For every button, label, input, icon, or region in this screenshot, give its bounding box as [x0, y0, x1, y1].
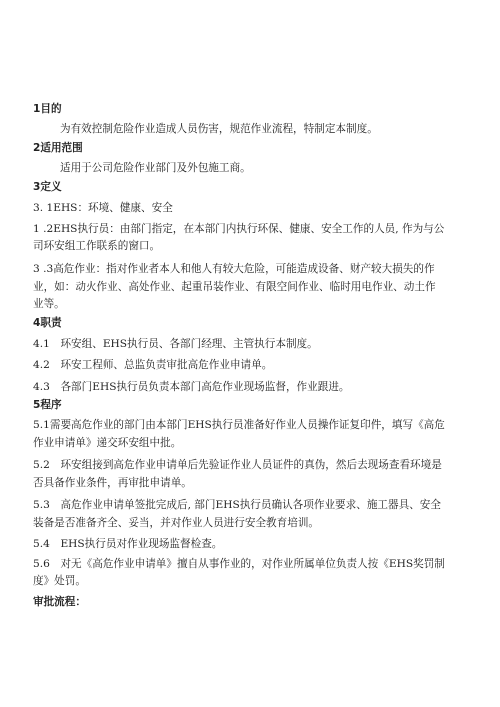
duty-4-2: 4.2 环安工程师、总监负责审批高危作业申请单。 — [33, 359, 273, 371]
section-1-heading: 1目的 — [33, 103, 62, 115]
section-2-heading: 2适用范围 — [33, 142, 83, 154]
definition-3-3-line-2: 业，如：动火作业、高处作业、起重吊装作业、有限空间作业、临时用电作业、动土作 — [33, 281, 436, 293]
procedure-5-2-line-2: 否具备作业条件，再审批申请单。 — [33, 477, 192, 489]
procedure-5-3-line-2: 装备是否准备齐全、妥当，并对作业人员进行安全教育培训。 — [33, 517, 320, 529]
duty-4-3: 4.3 各部门EHS执行员负责本部门高危作业现场监督，作业跟进。 — [33, 381, 350, 393]
procedure-5-3-line-1: 5.3 高危作业申请单签批完成后, 部门EHS执行员确认各项作业要求、施工器具、安全 — [33, 499, 441, 511]
procedure-5-1-line-2: 作业申请单》递交环安组中批。 — [33, 437, 182, 449]
section-5-heading: 5程序 — [33, 399, 62, 411]
definition-3-3-line-1: 3 .3高危作业：指对作业者本人和他人有较大危险，可能造成设备、财产较大损失的作 — [33, 263, 435, 275]
procedure-5-2-line-1: 5.2 环安组接到高危作业申请单后先验证作业人员证件的真伪，然后去现场查看环境是 — [33, 459, 442, 471]
section-3-heading: 3定义 — [33, 181, 62, 193]
definition-3-1: 3. 1EHS：环境、健康、安全 — [33, 202, 173, 214]
section-2-body: 适用于公司危险作业部门及外包施工商。 — [60, 162, 251, 174]
procedure-5-4: 5.4 EHS执行员对作业现场监督检查。 — [33, 538, 223, 550]
section-1-body: 为有效控制危险作业造成人员伤害，规范作业流程，特制定本制度。 — [60, 123, 378, 135]
procedure-5-1-line-1: 5.1需要高危作业的部门由本部门EHS执行员准备好作业人员操作证复印件，填写《高危 — [33, 419, 445, 431]
approval-flow-heading: 审批流程： — [33, 596, 86, 608]
definition-3-2-line-1: 1 .2EHS执行员：由部门指定，在本部门内执行环保、健康、安全工作的人员, 作为与公 — [33, 223, 445, 235]
duty-4-1: 4.1 环安组、EHS执行员、各部门经理、主管执行本制度。 — [33, 338, 318, 350]
definition-3-3-line-3: 业等。 — [33, 298, 65, 310]
section-4-heading: 4职责 — [33, 317, 62, 329]
definition-3-2-line-2: 司环安组工作联系的窗口。 — [33, 240, 161, 252]
procedure-5-6-line-2: 度》处罚。 — [33, 575, 86, 587]
procedure-5-6-line-1: 5.6 对无《高危作业申请单》擅自从事作业的，对作业所属单位负责人按《EHS奖罚制 — [33, 558, 445, 570]
